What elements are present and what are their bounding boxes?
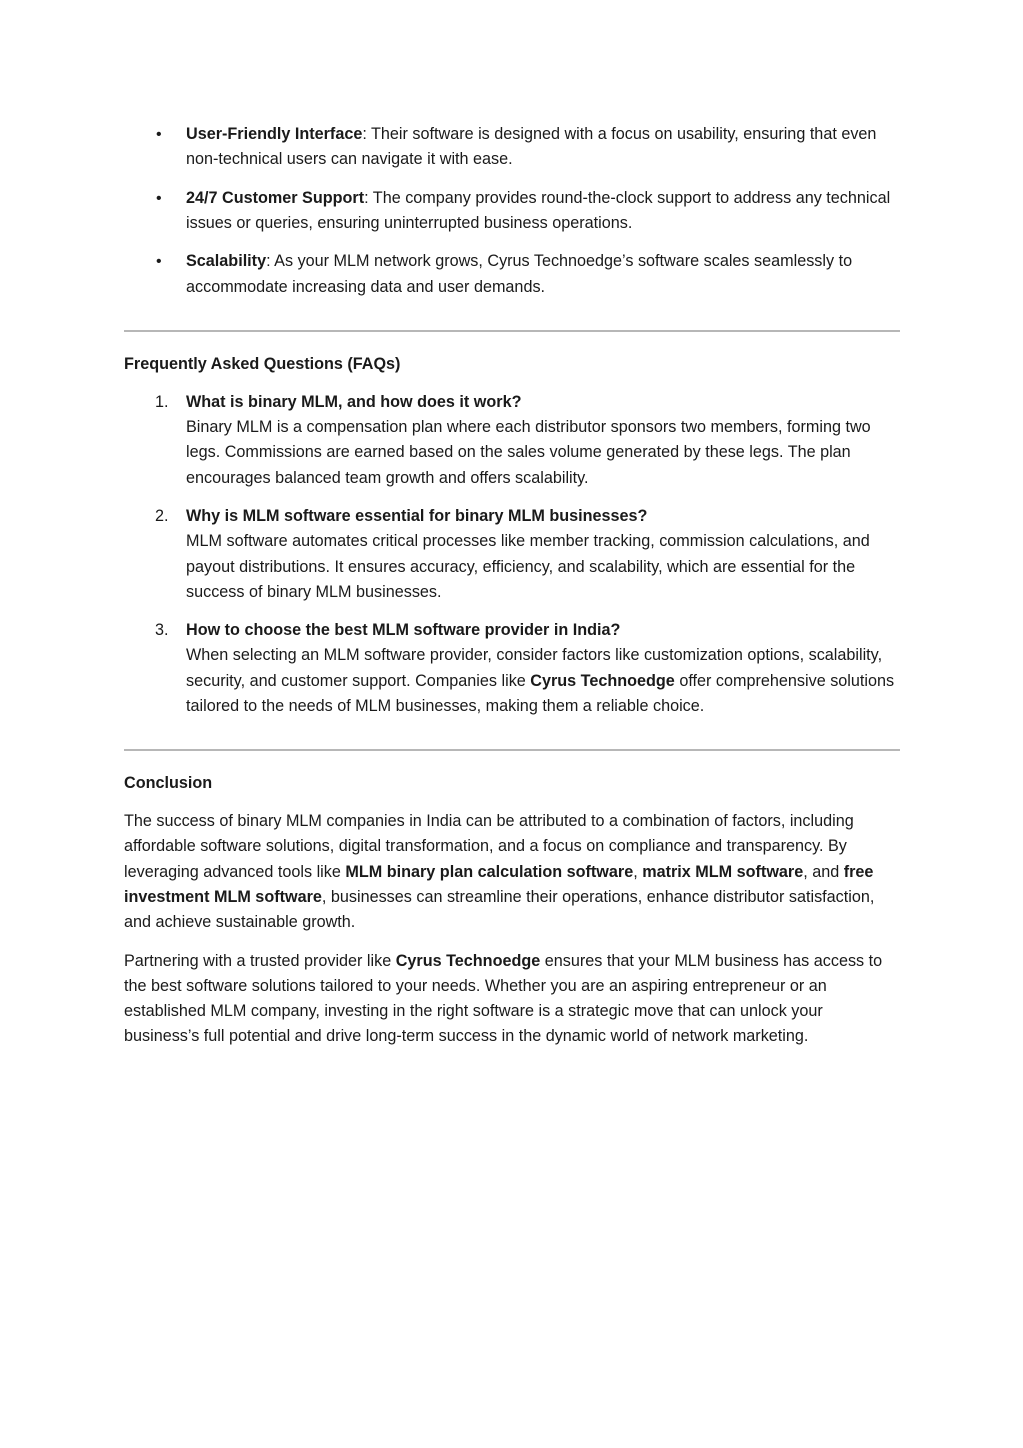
faq-item (124, 618, 900, 719)
bullet-text: : The company provides round-the-clock support to address any technical issues or queries, ensuring uninterrupted business operations. (186, 188, 891, 232)
paragraph-text: Partnering with a trusted provider like (124, 951, 396, 970)
bullet-title: Scalability (186, 252, 267, 271)
faq-number: 1. (155, 393, 169, 412)
list-item (124, 249, 900, 299)
paragraph-text: , (633, 862, 643, 881)
faq-number: 2. (155, 507, 169, 526)
bullet-icon: • (156, 126, 162, 143)
faq-answer-text: When selecting an MLM software provider, consider factors like customization options, scalability, security, and customer support. Companies like (186, 646, 883, 690)
faq-number: 3. (155, 621, 169, 640)
company-name: Cyrus Technoedge (395, 951, 541, 970)
bullet-text: : As your MLM network grows, Cyrus Technoedge’s software scales seamlessly to accommodate increasing data and user demands. (186, 252, 853, 296)
faq-answer-text: offer comprehensive solutions tailored to the needs of MLM businesses, making them a reliable choice. (186, 671, 895, 715)
faq-item (124, 390, 900, 491)
bold-term: matrix MLM software (642, 862, 804, 881)
faq-question: How to choose the best MLM software provider in India? (186, 621, 621, 640)
paragraph-text: , businesses can streamline their operations, enhance distributor satisfaction, and achieve sustainable growth. (124, 887, 875, 932)
faq-answer (186, 643, 900, 719)
faq-answer: MLM software automates critical processes like member tracking, commission calculations, and payout distributions. It ensures accuracy, efficiency, and scalability, which are essential for the success of binary MLM businesses. (186, 532, 870, 601)
bullet-icon: • (156, 189, 162, 207)
section-divider (124, 330, 900, 332)
paragraph-text: ensures that your MLM business has access to the best software solutions tailored to your needs. Whether you are an aspiring entrepreneur or an established MLM company, investing in the right software is a strategic move that can unlock your business’s full potential and drive long-term success in the dynamic world of network marketing. (124, 951, 883, 1046)
bullet-title: User-Friendly Interface (186, 125, 363, 143)
list-item (124, 122, 900, 172)
paragraph-text: The success of binary MLM companies in India can be attributed to a combination of factors, including affordable software solutions, digital transformation, and a focus on compliance and transparency. By leveraging advanced tools like (124, 812, 854, 881)
conclusion-heading: Conclusion (124, 774, 213, 793)
faq-question: What is binary MLM, and how does it work? (186, 393, 522, 412)
paragraph-text: , and (803, 862, 844, 881)
bold-term: free investment MLM software (124, 862, 874, 906)
faq-item (124, 504, 900, 605)
faq-heading: Frequently Asked Questions (FAQs) (124, 354, 401, 373)
bullet-text: : Their software is designed with a focus on usability, ensuring that even non-technical users can navigate it with ease. (186, 125, 877, 169)
faq-list (124, 390, 900, 719)
conclusion-paragraph (124, 809, 900, 935)
faq-question: Why is MLM software essential for binary MLM businesses? (186, 507, 648, 526)
list-item (124, 186, 900, 236)
company-name: Cyrus Technoedge (530, 671, 675, 690)
bullet-icon: • (156, 253, 162, 271)
section-divider (124, 749, 900, 751)
bullet-title: 24/7 Customer Support (186, 188, 365, 207)
faq-answer: Binary MLM is a compensation plan where each distributor sponsors two members, forming two legs. Commissions are earned based on the sales volume generated by these legs. The plan encourages balanced team growth and offers scalability. (186, 418, 871, 487)
features-bullet-list (124, 122, 900, 300)
conclusion-paragraph (124, 949, 900, 1050)
bold-term: MLM binary plan calculation software (345, 862, 634, 881)
document-page (124, 122, 900, 1063)
